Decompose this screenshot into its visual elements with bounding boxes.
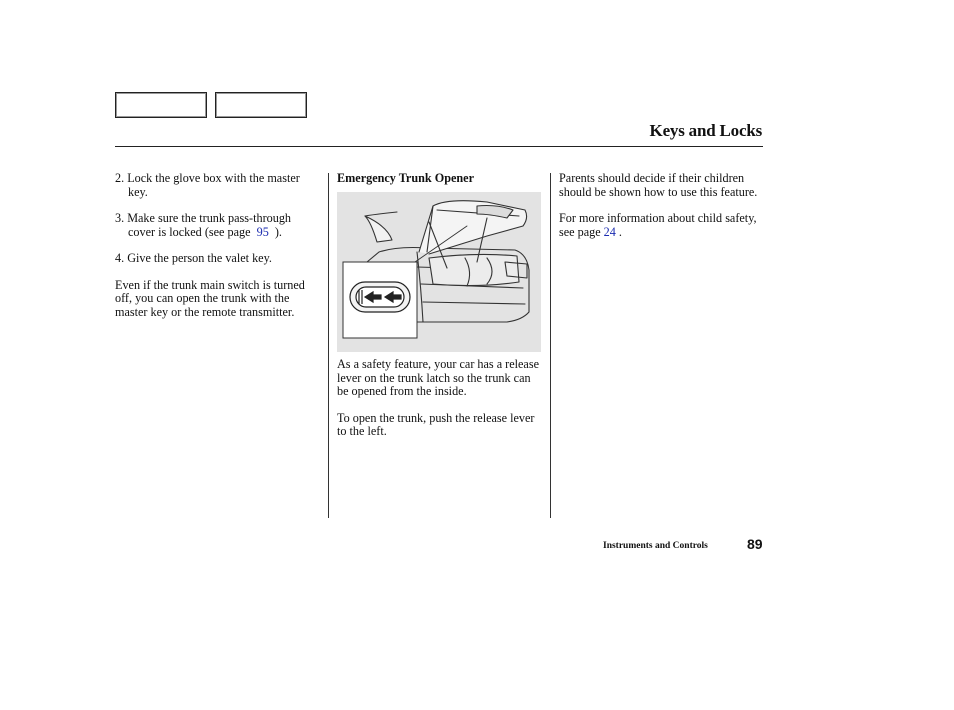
page-link-95[interactable]: 95	[256, 224, 269, 239]
section-heading: Emergency Trunk Opener	[337, 171, 474, 185]
open-trunk-instruction: To open the trunk, push the release lever to the left.	[337, 410, 535, 438]
step-2: 2. Lock the glove box with the master key.	[115, 171, 300, 199]
column-left	[115, 172, 320, 332]
step-3: 3. Make sure the trunk pass-through cover is locked (see page 95 ).	[115, 211, 292, 239]
trunk-switch-note: Even if the trunk main switch is turned off, you can open the trunk with the master key or the remote transmitter.	[115, 277, 305, 319]
column-right	[559, 172, 764, 252]
nav-tab-button-1[interactable]	[115, 92, 207, 118]
parents-note: Parents should decide if their children should be shown how to use this feature.	[559, 171, 758, 199]
column-middle-body	[337, 358, 542, 452]
page-link-24[interactable]: 24	[603, 224, 616, 239]
footer-section-label: Instruments and Controls	[603, 541, 708, 551]
step-4: 4. Give the person the valet key.	[115, 251, 272, 265]
column-divider-1	[328, 173, 329, 518]
nav-tab-button-2[interactable]	[215, 92, 307, 118]
column-divider-2	[550, 173, 551, 518]
page-number: 89	[747, 536, 763, 552]
header-rule	[115, 146, 763, 147]
page-title: Keys and Locks	[649, 121, 762, 140]
safety-feature-text: As a safety feature, your car has a release lever on the trunk latch so the trunk can be opened from the inside.	[337, 357, 539, 398]
child-safety-ref: For more information about child safety, see page 24 .	[559, 211, 757, 239]
open-trunk-drawing	[337, 192, 541, 352]
trunk-opener-illustration	[337, 192, 541, 352]
